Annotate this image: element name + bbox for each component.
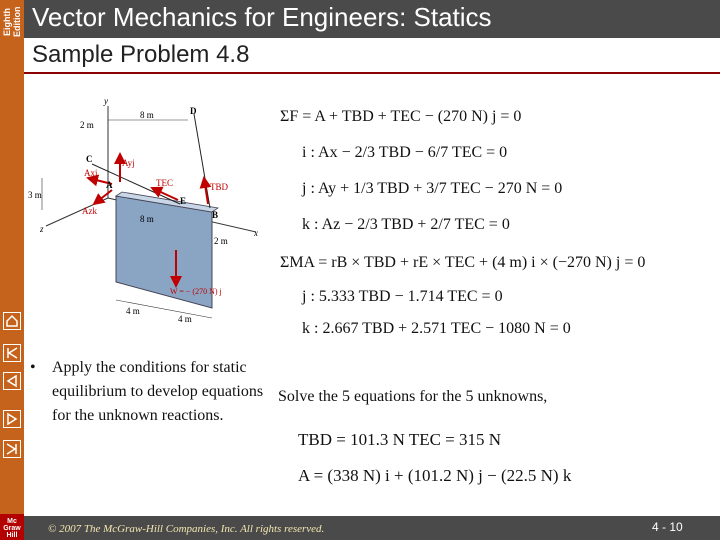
label-c: C bbox=[86, 154, 93, 164]
bullet-dot: • bbox=[30, 359, 36, 376]
label-a: A bbox=[106, 180, 113, 190]
label-b: B bbox=[212, 210, 219, 220]
equations-block bbox=[280, 98, 710, 348]
subtitle-divider bbox=[24, 72, 720, 74]
svg-text:Mc: Mc bbox=[7, 518, 17, 525]
slide-title: Vector Mechanics for Engineers: Statics bbox=[32, 2, 492, 32]
edition-label: Eighth Edition bbox=[2, 6, 22, 38]
label-4m-a: 4 m bbox=[126, 306, 140, 316]
label-y: y bbox=[104, 96, 108, 106]
page-number: 4 - 10 bbox=[652, 520, 683, 534]
label-tec: TEC bbox=[156, 178, 173, 188]
sign-support-diagram bbox=[28, 86, 278, 336]
force-az bbox=[94, 190, 112, 204]
label-2m-top: 2 m bbox=[80, 120, 94, 130]
copyright-text: © 2007 The McGraw-Hill Companies, Inc. All rights reserved. bbox=[48, 523, 325, 535]
first-slide-icon bbox=[4, 345, 20, 361]
eq-j-component: j : Ay + 1/3 TBD + 3/7 TEC − 270 N = 0 bbox=[302, 180, 563, 197]
label-2m-mid: 2 m bbox=[214, 236, 228, 246]
first-slide-button[interactable] bbox=[3, 344, 21, 362]
label-x: x bbox=[254, 228, 258, 238]
label-azk: Azk bbox=[82, 206, 97, 216]
eq-k-component: k : Az − 2/3 TBD + 2/7 TEC = 0 bbox=[302, 216, 510, 233]
label-8m-top: 8 m bbox=[140, 110, 154, 120]
next-slide-button[interactable] bbox=[3, 410, 21, 428]
home-button[interactable] bbox=[3, 312, 21, 330]
eq-sum-forces: ΣF = A + TBD + TEC − (270 N) j = 0 bbox=[280, 108, 522, 125]
label-e: E bbox=[180, 196, 187, 206]
label-3m: 3 m bbox=[28, 190, 42, 200]
label-axi: Axi bbox=[84, 168, 98, 178]
label-d: D bbox=[190, 106, 197, 116]
cable-bd bbox=[194, 114, 210, 208]
label-tbd: TBD bbox=[210, 182, 228, 192]
solve-instruction: Solve the 5 equations for the 5 unknowns, bbox=[278, 388, 548, 405]
previous-slide-button[interactable] bbox=[3, 372, 21, 390]
svg-text:Graw: Graw bbox=[3, 525, 21, 532]
z-axis bbox=[46, 198, 108, 226]
publisher-logo bbox=[0, 514, 24, 540]
result-tensions: TBD = 101.3 N TEC = 315 N bbox=[298, 430, 502, 449]
eq-moment-k: k : 2.667 TBD + 2.571 TEC − 1080 N = 0 bbox=[302, 320, 571, 337]
label-z: z bbox=[40, 224, 44, 234]
last-slide-icon bbox=[4, 441, 20, 457]
eq-sum-moments: ΣMA = rB × TBD + rE × TEC + (4 m) i × (−270 N) j = 0 bbox=[280, 254, 646, 271]
result-reaction-a: A = (338 N) i + (101.2 N) j − (22.5 N) k bbox=[298, 466, 572, 485]
home-icon bbox=[4, 313, 20, 329]
mcgraw-hill-logo-icon bbox=[0, 514, 24, 540]
edition-sidebar bbox=[0, 0, 24, 540]
last-slide-button[interactable] bbox=[3, 440, 21, 458]
slide-subtitle: Sample Problem 4.8 bbox=[32, 41, 250, 68]
label-ayj: Ayj bbox=[122, 158, 135, 168]
eq-i-component: i : Ax − 2/3 TBD − 6/7 TEC = 0 bbox=[302, 144, 508, 161]
next-slide-icon bbox=[4, 411, 20, 427]
bullet-text: Apply the conditions for static equilibrium to develop equations for the unknown reactions. bbox=[52, 359, 264, 424]
label-8m-mid: 8 m bbox=[140, 214, 154, 224]
svg-text:Hill: Hill bbox=[6, 532, 18, 539]
previous-slide-icon bbox=[4, 373, 20, 389]
label-4m-b: 4 m bbox=[178, 314, 192, 324]
label-weight: W = − (270 N) j bbox=[170, 287, 222, 296]
eq-moment-j: j : 5.333 TBD − 1.714 TEC = 0 bbox=[302, 288, 503, 305]
